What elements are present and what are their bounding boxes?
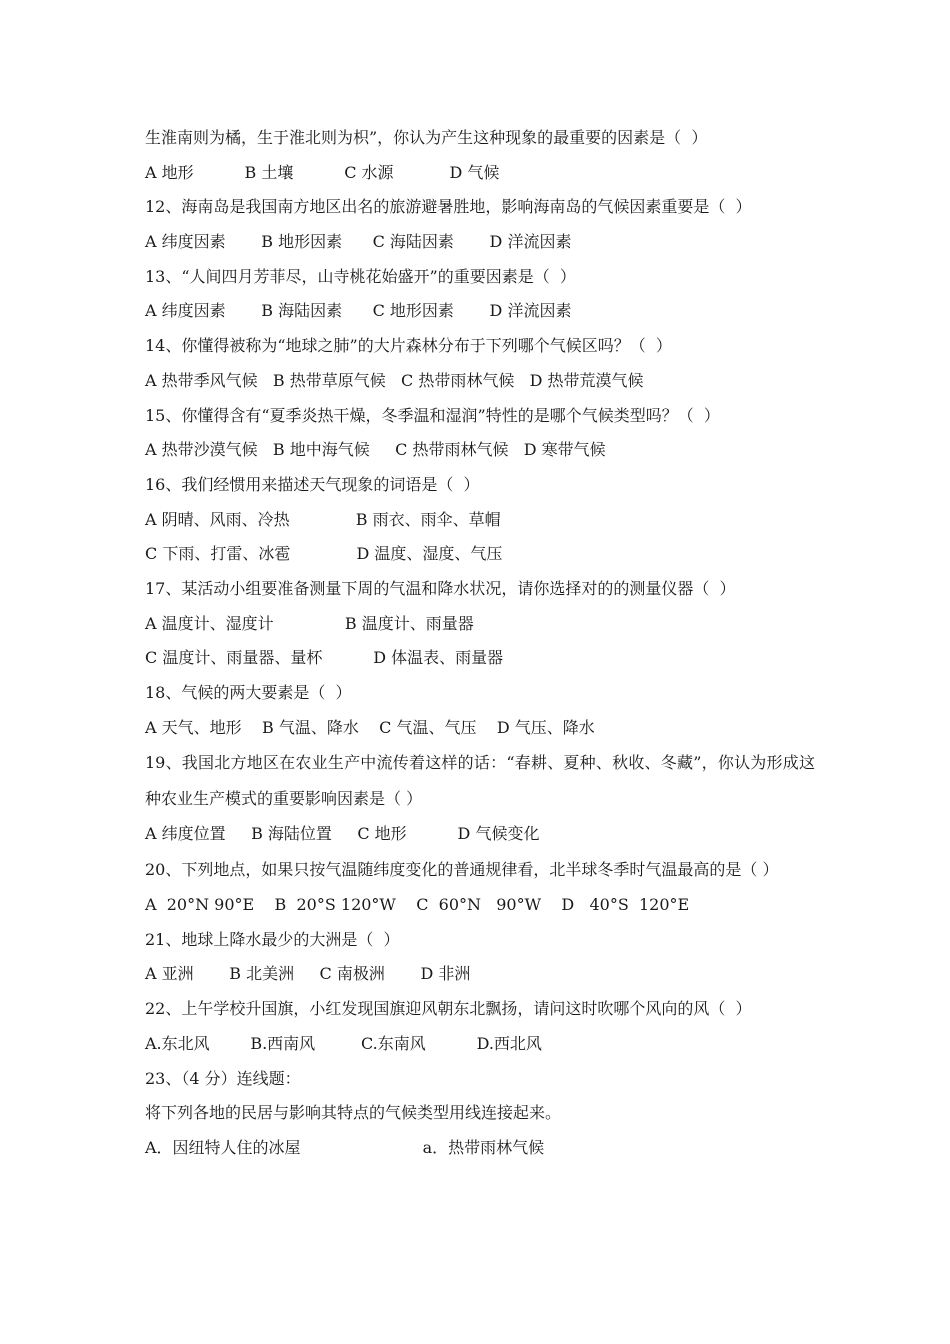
question-17: 17、某活动小组要准备测量下周的气温和降水状况，请你选择对的的测量仪器（ ）	[145, 578, 736, 598]
question-21-options: A 亚洲 B 北美洲 C 南极洲 D 非洲	[145, 964, 471, 984]
question-20-options: A 20°N 90°E B 20°S 120°W C 60°N 90°W D 40°S 120°E	[145, 895, 690, 915]
question-23-instructions: 将下列各地的民居与影响其特点的气候类型用线连接起来。	[145, 1103, 562, 1123]
question-11-continuation: 生淮南则为橘，生于淮北则为枳”，你认为产生这种现象的最重要的因素是（ ）	[145, 128, 708, 147]
question-15-options: A 热带沙漠气候 B 地中海气候 C 热带雨林气候 D 寒带气候	[145, 440, 606, 460]
question-22: 22、上午学校升国旗，小红发现国旗迎风朝东北飘扬，请问这时吹哪个风向的风（ ）	[145, 999, 752, 1019]
question-21: 21、地球上降水最少的大洲是（ ）	[145, 929, 400, 949]
question-12: 12、海南岛是我国南方地区出名的旅游避暑胜地，影响海南岛的气候因素重要是（ ）	[145, 197, 752, 217]
question-18: 18、气候的两大要素是（ ）	[145, 683, 352, 702]
question-17-options-ab: A 温度计、湿度计 B 温度计、雨量器	[145, 613, 474, 633]
question-16-options-ab: A 阴晴、风雨、冷热 B 雨衣、雨伞、草帽	[145, 509, 501, 529]
question-19-options: A 纬度位置 B 海陆位置 C 地形 D 气候变化	[145, 824, 540, 844]
question-11-options: A 地形 B 土壤 C 水源 D 气候	[145, 162, 500, 182]
question-18-options: A 天气、地形 B 气温、降水 C 气温、气压 D 气压、降水	[145, 717, 595, 737]
question-14: 14、你懂得被称为“地球之肺”的大片森林分布于下列哪个气候区吗？（ ）	[145, 336, 672, 356]
question-13-options: A 纬度因素 B 海陆因素 C 地形因素 D 洋流因素	[145, 301, 572, 321]
question-16: 16、我们经惯用来描述天气现象的词语是（ ）	[145, 474, 480, 494]
question-22-options: A.东北风 B.西南风 C.东南风 D.西北风	[145, 1033, 542, 1053]
question-17-options-cd: C 温度计、雨量器、量杯 D 体温表、雨量器	[145, 648, 504, 668]
question-15: 15、你懂得含有“夏季炎热干燥，冬季温和湿润”特性的是哪个气候类型吗？（ ）	[145, 405, 720, 425]
question-20: 20、下列地点，如果只按气温随纬度变化的普通规律看，北半球冬季时气温最高的是（ ）	[145, 860, 779, 880]
document-page	[145, 121, 815, 1166]
question-16-options-cd: C 下雨、打雷、冰雹 D 温度、湿度、气压	[145, 544, 503, 564]
question-14-options: A 热带季风气候 B 热带草原气候 C 热带雨林气候 D 热带荒漠气候	[145, 370, 644, 390]
question-23-match-row: A．因纽特人住的冰屋 a．热带雨林气候	[145, 1137, 545, 1157]
question-19: 19、我国北方地区在农业生产中流传着这样的话：“春耕、夏种、秋收、冬藏”，你认为形成这种农业生产模式的重要影响因素是（ ）	[145, 753, 815, 809]
question-23: 23、（4 分）连线题：	[145, 1068, 301, 1088]
question-12-options: A 纬度因素 B 地形因素 C 海陆因素 D 洋流因素	[145, 232, 572, 252]
question-13: 13、“人间四月芳菲尽，山寺桃花始盛开”的重要因素是（ ）	[145, 266, 576, 286]
